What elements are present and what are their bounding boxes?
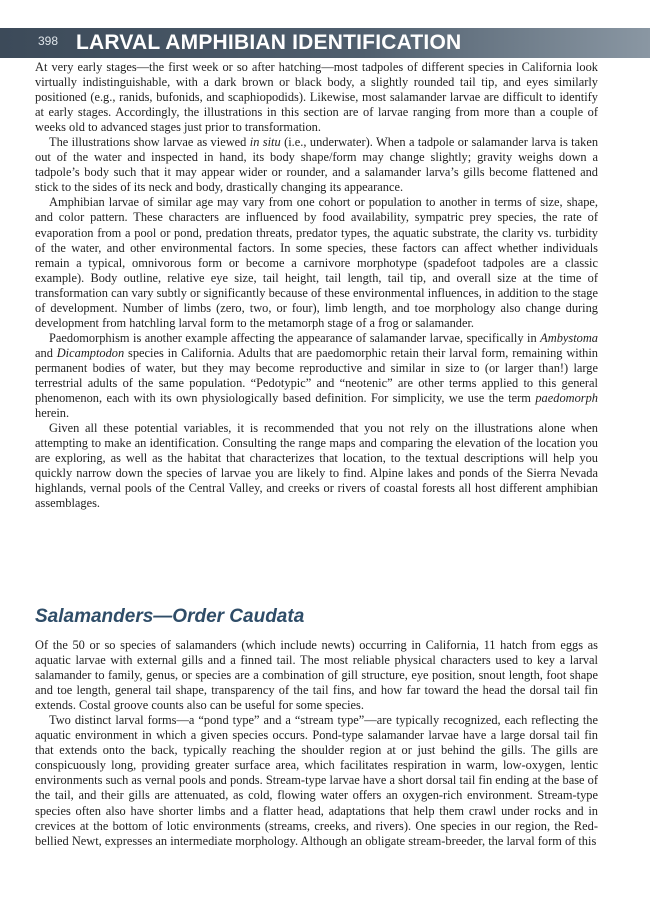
page-number: 398	[38, 34, 59, 48]
text-run: (i.e., underwater). When a tadpole or salamander larva is taken out of the water and inspected in hand, its body shape/form may change slightly; gravity weighs down a tadpole’s body such that it may appear wider or rounder, and a salamander larva’s gills become flattened and stick to the sides of its neck and body, drastically changing its appearance.	[35, 135, 599, 195]
section-heading: Salamanders—Order Caudata	[35, 606, 305, 627]
text-run: Paedomorphism is another example affecting the appearance of salamander larvae, specifically in	[49, 330, 541, 345]
intro-text	[35, 60, 598, 511]
intro-paragraph-5: Given all these potential variables, it is recommended that you not rely on the illustrations alone when attempting to make an identification. Consulting the range maps and comparing the elevation of the location you are exploring, as well as the habitat that characterizes that location, to the textual descriptions will help you quickly narrow down the species of larvae you are likely to find. Alpine lakes and ponds of the Sierra Nevada highlands, vernal pools of the Central Valley, and creeks or rivers of coastal forests all host different amphibian assemblages.	[35, 421, 598, 511]
intro-paragraph-1: At very early stages—the first week or so after hatching—most tadpoles of different species in California look virtually indistinguishable, with a dark brown or black body, a slightly rounded tail tip, and eyes similarly positioned (e.g., ranids, bufonids, and scaphiopodids). Likewise, most salamander larvae are difficult to identify at early stages. Accordingly, the illustrations in this section are of larvae ranging from more than a couple of weeks old to advanced stages just prior to transformation.	[35, 60, 598, 135]
text-run: herein.	[35, 406, 70, 421]
text-run: species in California. Adults that are paedomorphic retain their larval form, remaining within permanent bodies of water, but they may become reproductive and similar in size to (or larger than!) large terrestrial adults of the same population. “Pedotypic” and “neotenic” are other terms applied to this general phenomenon, each with its own physiologically based definition. For simplicity, we use the term	[35, 345, 598, 406]
section-paragraph-1: Of the 50 or so species of salamanders (which include newts) occurring in California, 11 hatch from eggs as aquatic larvae with external gills and a finned tail. The most reliable physical characters used to key a larval salamander to family, genus, or species are a combination of gill structure, eye position, snout length, foot shape and toe length, general tail shape, transparency of the tail fins, and how far toward the head the dorsal tail fin extends. Costal groove counts also can be useful for some species.	[35, 638, 598, 713]
intro-paragraph-3: Amphibian larvae of similar age may vary from one cohort or population to another in terms of size, shape, and color pattern. These characters are influenced by food availability, sympatric prey species, the rate of evaporation from a pool or pond, predation threats, predator types, the aquatic substrate, the clarity vs. turbidity of the water, and other environmental factors. In some species, these factors can affect whether individuals remain a typical, omnivorous form or become a carnivore morphotype (spadefoot tadpoles are a classic example). Body outline, relative eye size, tail height, tail length, tail tip, and overall size at the time of transformation can vary subtly or significantly because of these environmental influences, in addition to the stage of development. Number of limbs (zero, two, or four), limb length, and toe morphology also change during development from hatchling larval form to the metamorph stage of a frog or salamander.	[35, 195, 598, 330]
salamanders-section	[35, 606, 598, 849]
italic-genus: Dicamptodon	[56, 345, 125, 360]
intro-paragraph-2	[35, 135, 598, 195]
italic-term: in situ	[249, 135, 281, 150]
section-paragraph-2: Two distinct larval forms—a “pond type” and a “stream type”—are typically recognized, each reflecting the aquatic environment in which a given species occurs. Pond-type salamander larvae have a large dorsal tail fin that extends onto the back, typically reaching the shoulder region at or just behind the gills. The gills are conspicuously long, providing greater surface area, which facilitates respiration in warm, low-oxygen, lentic environments such as vernal pools and ponds. Stream-type larvae have a short dorsal tail fin ending at the base of the tail, and their gills are attenuated, as cold, flowing water offers an oxygen-rich environment. Stream-type species often also have shorter limbs and a flatter head, adaptations that help them crawl under rocks and in crevices at the bottom of lotic environments (streams, creeks, and rivers). One species in our region, the Red-bellied Newt, expresses an intermediate morphology. Although an obligate stream-breeder, the larval form of this	[35, 713, 598, 848]
text-run: The illustrations show larvae as viewed	[49, 135, 250, 150]
italic-term: paedomorph	[535, 391, 598, 406]
text-run: and	[35, 345, 57, 360]
intro-paragraph-4	[35, 331, 598, 421]
running-head: LARVAL AMPHIBIAN IDENTIFICATION	[76, 31, 462, 54]
italic-genus: Ambystoma	[540, 330, 598, 345]
